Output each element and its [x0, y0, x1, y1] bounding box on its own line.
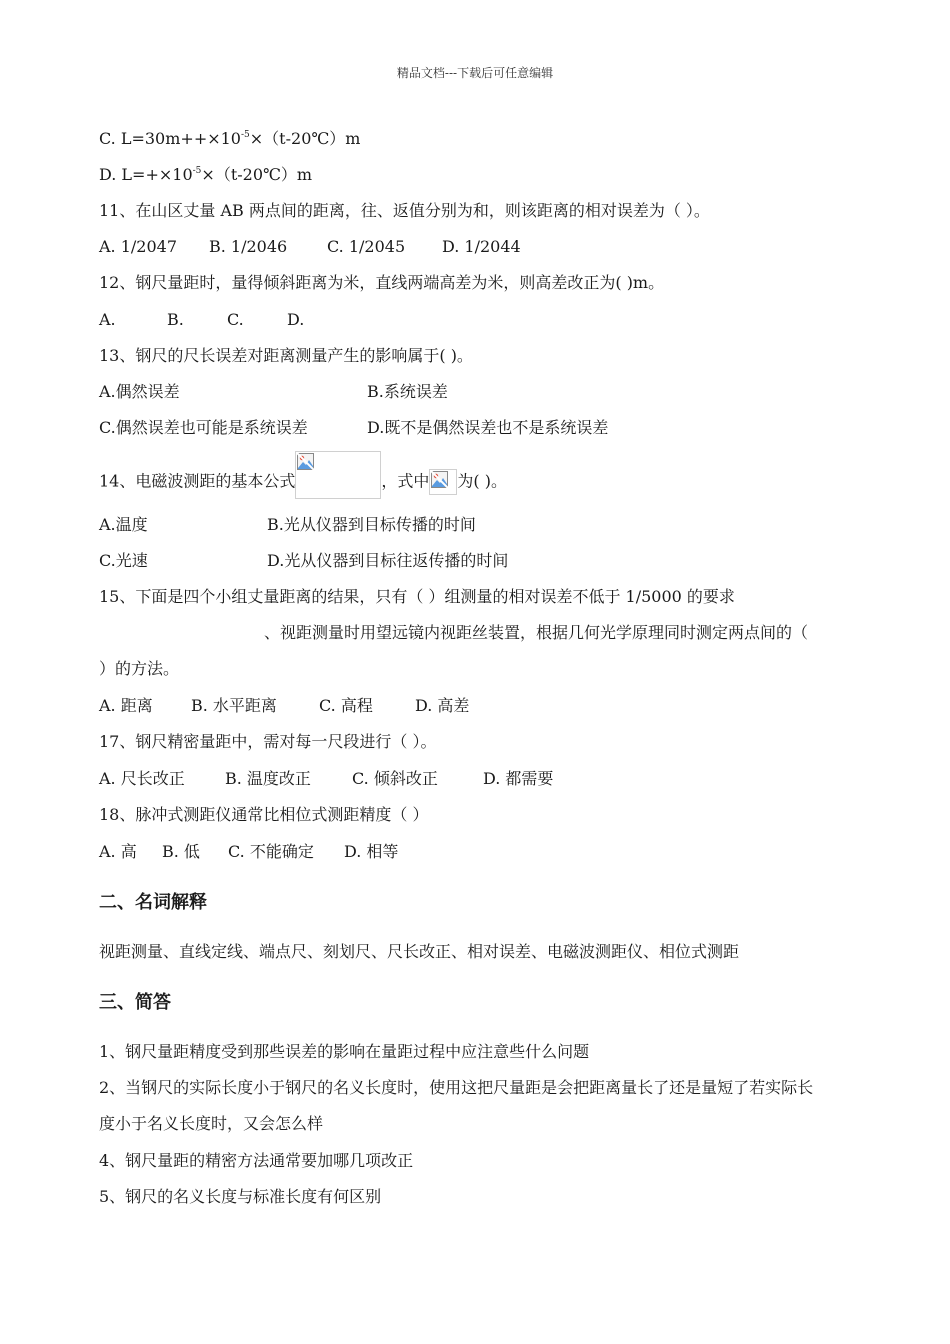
option-b: B.光从仪器到目标传播的时间	[267, 515, 476, 534]
option-b: B.	[167, 310, 184, 329]
option-c: C. 倾斜改正	[352, 769, 438, 788]
q11-stem: 11、在山区丈量 AB 两点间的距离，往、返值分别为和，则该距离的相对误差为（ ）。	[99, 201, 710, 220]
q15-stem: 15、下面是四个小组丈量距离的结果，只有（ ）组测量的相对误差不低于 1/5000 的要求	[99, 587, 735, 606]
q10-option-d: D. $L=+\times 10^{-5}\times(t-20℃)m$	[99, 165, 313, 184]
option-c: C. 1/2045	[327, 237, 406, 256]
q12-stem: 12、钢尺量距时，量得倾斜距离为米，直线两端高差为米，则高差改正为( )m。	[99, 273, 665, 292]
option-a: A. 距离	[99, 696, 153, 715]
option-a: A. 1/2047	[99, 237, 178, 256]
short-answer-4: 4、钢尺量距的精密方法通常要加哪几项改正	[99, 1151, 414, 1170]
broken-image-icon	[297, 453, 314, 470]
section-2-terms: 视距测量、直线定线、端点尺、刻划尺、尺长改正、相对误差、电磁波测距仪、相位式测距	[99, 942, 740, 961]
page-header: 精品文档---下载后可任意编辑	[396, 66, 554, 80]
option-c: C. 高程	[319, 696, 373, 715]
option-d: D. 1/2044	[442, 237, 521, 256]
option-d: D.	[287, 310, 305, 329]
option-c: C. 不能确定	[228, 842, 314, 861]
option-d: D.光从仪器到目标往返传播的时间	[267, 551, 509, 570]
q14-stem: 14、电磁波测距的基本公式 ，式中 为( )。	[99, 465, 507, 499]
short-answer-1: 1、钢尺量距精度受到那些误差的影响在量距过程中应注意些什么问题	[99, 1042, 590, 1061]
q18-stem: 18、脉冲式测距仪通常比相位式测距精度（ ）	[99, 805, 429, 824]
option-b: B. 1/2046	[209, 237, 288, 256]
short-answer-2-line2: 度小于名义长度时，又会怎么样	[99, 1114, 324, 1133]
q16-stem-line2: ）的方法。	[99, 659, 180, 678]
option-a: A. 尺长改正	[99, 769, 185, 788]
option-a: A.偶然误差	[99, 382, 180, 401]
q10-option-c: C. $L=30m++\times 10^{-5}\times(t-20℃)m$	[99, 129, 361, 148]
option-b: B. 水平距离	[191, 696, 277, 715]
option-b: B. 温度改正	[225, 769, 311, 788]
q17-stem: 17、钢尺精密量距中，需对每一尺段进行（ ）。	[99, 732, 437, 751]
option-c: C.偶然误差也可能是系统误差	[99, 418, 308, 437]
option-b: B.系统误差	[367, 382, 448, 401]
option-a: A.	[99, 310, 116, 329]
symbol-image	[429, 469, 457, 495]
option-a: A. 高	[99, 842, 137, 861]
q13-stem: 13、钢尺的尺长误差对距离测量产生的影响属于( )。	[99, 346, 473, 365]
q11-options	[99, 236, 521, 258]
section-3-title: 三、简答	[99, 992, 171, 1013]
option-d: D.既不是偶然误差也不是系统误差	[367, 418, 609, 437]
option-d: D. 都需要	[483, 769, 554, 788]
option-b: B. 低	[162, 842, 200, 861]
q13-options-row1	[99, 381, 448, 403]
short-answer-2-line1: 2、当钢尺的实际长度小于钢尺的名义长度时，使用这把尺量距是会把距离量长了还是量短了若实际长	[99, 1078, 814, 1097]
short-answer-5: 5、钢尺的名义长度与标准长度有何区别	[99, 1187, 382, 1206]
option-a: A.温度	[99, 515, 148, 534]
option-d: D. 相等	[344, 842, 399, 861]
formula-image	[295, 451, 381, 499]
q14-options-row2	[99, 550, 508, 572]
section-2-title: 二、名词解释	[99, 892, 207, 913]
option-c: C.光速	[99, 551, 148, 570]
option-d: D. 高差	[415, 696, 470, 715]
q18-options	[99, 841, 398, 863]
q16-stem-line1: 、视距测量时用望远镜内视距丝装置，根据几何光学原理同时测定两点间的（	[264, 623, 809, 642]
option-c: C.	[227, 310, 244, 329]
q14-options-row1	[99, 514, 476, 536]
q16-options	[99, 695, 469, 717]
q17-options	[99, 768, 553, 790]
broken-image-icon	[431, 471, 448, 488]
q12-options	[99, 309, 304, 331]
q13-options-row2	[99, 417, 608, 439]
